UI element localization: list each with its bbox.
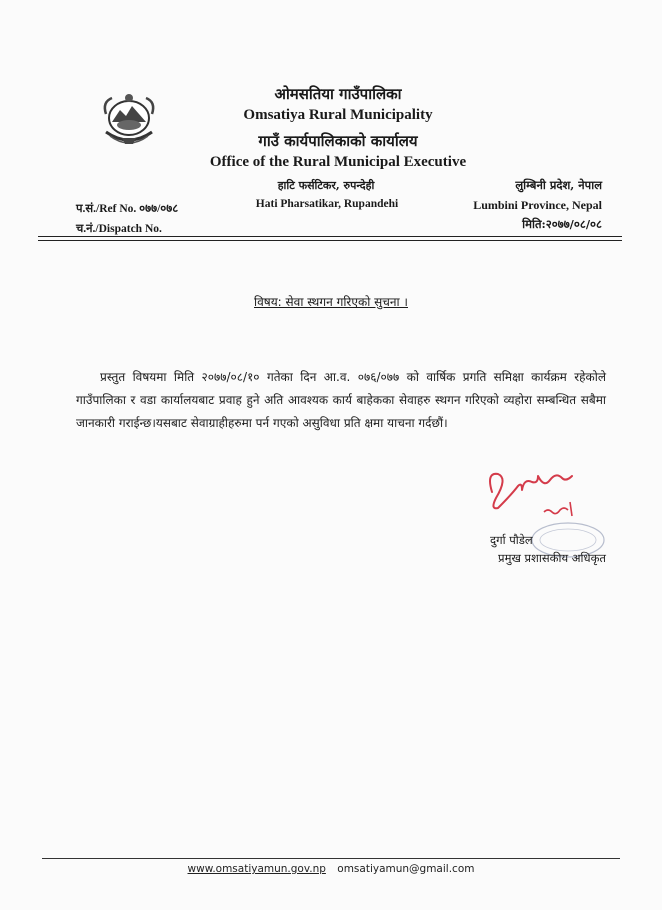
signatory-title: प्रमुख प्रशासकीय अधिकृत — [498, 551, 606, 565]
municipality-name-en: Omsatiya Rural Municipality — [243, 107, 433, 123]
office-name-en: Office of the Rural Municipal Executive — [209, 154, 467, 170]
letter-date: मिति:२०७७/०८/०८ — [522, 217, 602, 231]
signatory-name: दुर्गा पौडेल — [490, 533, 533, 547]
address-np: हाटि फर्सटिकर, रुपन्देही — [277, 179, 375, 192]
email-address[interactable]: omsatiyamun@gmail.com — [337, 863, 475, 875]
province-np: लुम्बिनी प्रदेश, नेपाल — [515, 178, 602, 192]
subject-line — [0, 293, 662, 310]
notice-body: प्रस्तुत विषयमा मिति २०७७/०८/१० गतेका दिन आ.व. ०७६/०७७ को वार्षिक प्रगति समिक्षा कार्यक्रम रहेकोले गाउँपालिका र वडा कार्यालयबाट प्रवाह हुने अति आवश्यक कार्य बाहेकका सेवाहरु स्थगन गरिएको व्यहोरा सम्बन्धित सबैमा जानकारी गराईन्छ।यसबाट सेवाग्राहीहरुमा पर्न गएको असुविधा प्रति क्षमा याचना गर्दछौं। — [76, 370, 606, 430]
website-link[interactable]: www.omsatiyamun.gov.np — [187, 863, 326, 875]
header-divider-thick — [38, 236, 622, 237]
subject-text: विषय: सेवा स्थगन गरिएको सुचना । — [254, 295, 408, 309]
address-en: Hati Pharsatikar, Rupandehi — [255, 198, 399, 210]
province-en: Lumbini Province, Nepal — [473, 198, 602, 212]
municipality-name-np: ओमसतिया गाउँपालिका — [274, 85, 402, 103]
office-name-np: गाउँ कार्यपालिकाको कार्यालय — [258, 132, 418, 150]
dispatch-number: च.नं./Dispatch No. — [76, 223, 162, 235]
footer-divider — [42, 858, 620, 859]
header-divider-thin — [38, 240, 622, 241]
reference-number: प.सं./Ref No. ०७७/०७८ — [76, 203, 179, 215]
footer — [0, 863, 662, 875]
